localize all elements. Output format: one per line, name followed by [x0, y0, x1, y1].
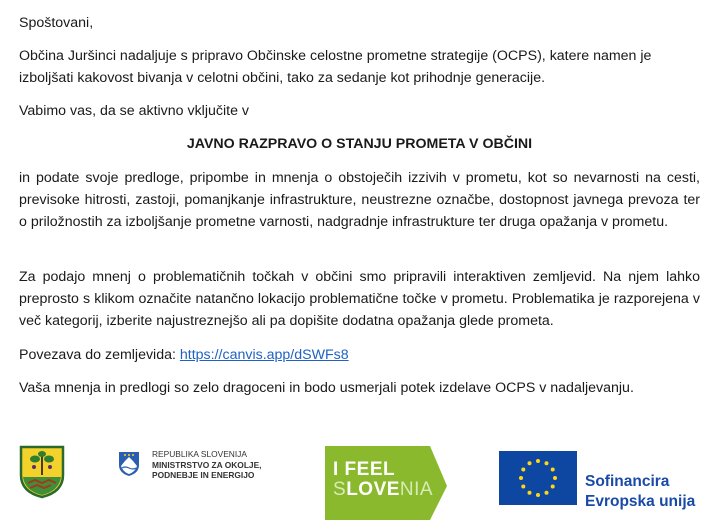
coat-of-arms-logo — [19, 445, 65, 499]
ministry-line-2: MINISTRSTVO ZA OKOLJE, — [152, 459, 262, 470]
map-link-label: Povezava do zemljevida: — [19, 347, 180, 363]
shield-icon — [19, 445, 65, 499]
ifeel-nia: NIA — [399, 479, 434, 500]
page-title: JAVNO RAZPRAVO O STANJU PROMETA V OBČINI — [186, 136, 533, 152]
ifeel-s: S — [333, 479, 347, 500]
greeting: Spoštovani, — [19, 15, 94, 31]
ministry-line-1: REPUBLIKA SLOVENIJA — [152, 449, 247, 459]
ifeel-love: LOVE — [346, 479, 400, 500]
eu-line-2: Evropska unija — [585, 493, 696, 510]
i-feel-slovenia-logo — [325, 446, 448, 521]
body-paragraph-1: in podate svoje predloge, pripombe in mnenja o obstoječih izzivih v prometu, kot so nevarnosti na cesti, previsoke hitrosti, zastoji, pomanjkanje infrastrukture, neustrezne označbe, dostopnost javnega prevoza ter o priložnostih za izboljšanje prometne varnosti, nadgradnje infrastrukture ter druga opažanja v prometu. — [19, 170, 700, 230]
ministry-logo — [118, 449, 278, 485]
ministry-line-3: PODNEBJE IN ENERGIJO — [152, 470, 255, 480]
intro-paragraph: Občina Juršinci nadaljuje s pripravo Občinske celostne prometne strategije (OCPS), katere namen je izboljšati kakovost bivanja v celotni občini, tako za sedanje kot prihodnje generacije. — [19, 48, 652, 86]
map-link[interactable]: https://canvis.app/dSWFs8 — [179, 347, 349, 363]
slovenia-emblem-icon — [118, 451, 140, 477]
eu-text — [585, 472, 695, 512]
eu-line-1: Sofinancira — [585, 473, 670, 490]
footer-logos — [0, 435, 727, 532]
invite-line: Vabimo vas, da se aktivno vključite v — [19, 103, 249, 119]
eu-cofunding-logo — [499, 451, 719, 510]
eu-flag-icon — [499, 451, 577, 505]
closing-paragraph: Vaša mnenja in predlogi so zelo dragoceni in bodo usmerjali potek izdelave OCPS v nadaljevanju. — [19, 380, 634, 396]
ministry-text — [152, 449, 262, 481]
body-paragraph-2: Za podajo mnenj o problematičnih točkah v občini smo pripravili interaktiven zemljevid. Na njem lahko preprosto s klikom označite natančno lokacijo problematične točke v prometu. Problematika je razporejena v več kategorij, izberite najustreznejšo ali pa dopišite dodatna opažanja glede prometa. — [19, 269, 700, 329]
map-link-line — [19, 344, 700, 366]
ifeel-line-1: I FEEL — [333, 459, 396, 480]
i-feel-slovenia-badge — [325, 446, 448, 518]
ifeel-line-2 — [333, 480, 433, 500]
